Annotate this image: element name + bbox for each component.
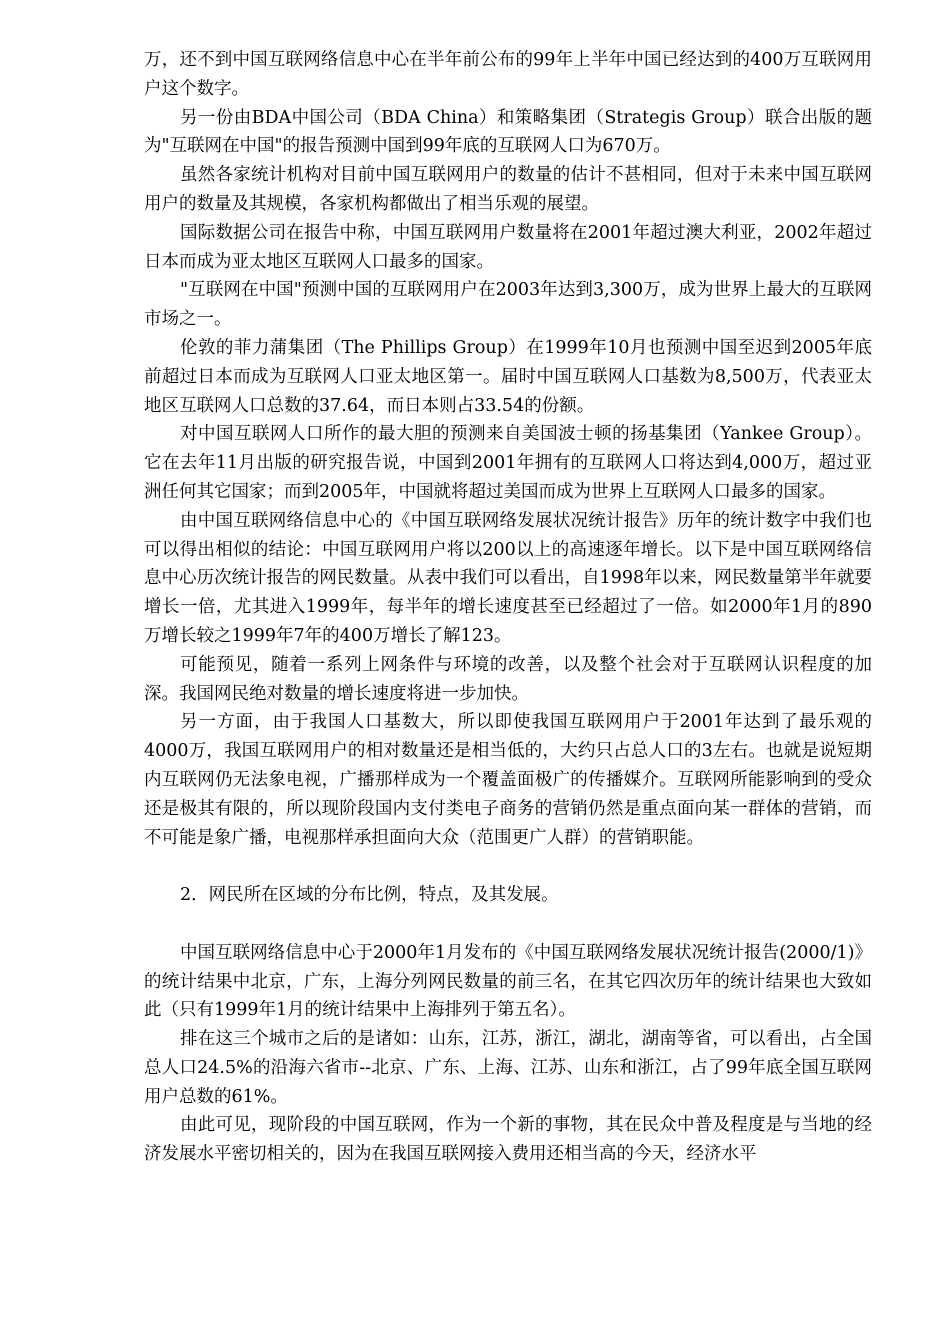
paragraph-yankee-group: 对中国互联网人口所作的最大胆的预测来自美国波士顿的扬基集团（Yankee Group）。它在去年11月出版的研究报告说，中国到2001年拥有的互联网人口将达到4,000万，超过亚洲任何其它国家；而到2005年，中国就将超过美国而成为世界上互联网人口最多的国家。 — [144, 424, 872, 502]
paragraph-population-base: 另一方面，由于我国人口基数大，所以即使我国互联网用户于2001年达到了最乐观的4000万，我国互联网用户的相对数量还是相当低的，大约只占总人口的3左右。也就是说短期内互联网仍无法象电视，广播那样成为一个覆盖面极广的传播媒介。互联网所能影响到的受众还是极其有限的，所以现阶段国内支付类电子商务的营销仍然是重点面向某一群体的营销，而不可能是象广播，电视那样承担面向大众（范围更广人群）的营销职能。 — [144, 712, 872, 848]
paragraph-cnnic-stats: 由中国互联网络信息中心的《中国互联网络发展状况统计报告》历年的统计数字中我们也可以得出相似的结论：中国互联网用户将以200以上的高速逐年增长。以下是中国互联网络信息中心历次统计报告的网民数量。从表中我们可以看出，自1998年以来，网民数量第半年就要增长一倍，尤其进入1999年，每半年的增长速度甚至已经超过了一倍。如2000年1月的890万增长较之1999年7年的400万增长了解123。 — [144, 510, 872, 646]
paragraph-spacer — [144, 852, 872, 881]
paragraph-outlook: 虽然各家统计机构对目前中国互联网用户的数量的估计不甚相同，但对于未来中国互联网用户的数量及其规模，各家机构都做出了相当乐观的展望。 — [144, 165, 872, 214]
paragraph-bda-report: 另一份由BDA中国公司（BDA China）和策略集团（Strategis Group）联合出版的题为"互联网在中国"的报告预测中国到99年底的互联网人口为670万。 — [144, 107, 872, 157]
paragraph-idc: 国际数据公司在报告中称，中国互联网用户数量将在2001年超过澳大利亚，2002年超过日本而成为亚太地区互联网人口最多的国家。 — [144, 222, 872, 272]
document-body — [144, 46, 872, 1169]
section-heading: 2．网民所在区域的分布比例，特点，及其发展。 — [180, 885, 559, 906]
paragraph-spacer — [144, 910, 872, 939]
paragraph-prediction: 可能预见，随着一系列上网条件与环境的改善，以及整个社会对于互联网认识程度的加深。我国网民绝对数量的增长速度将进一步加快。 — [144, 654, 872, 704]
paragraph-continuation: 万，还不到中国互联网络信息中心在半年前公布的99年上半年中国已经达到的400万互联网用户这个数字。 — [144, 50, 872, 99]
paragraph-regional-ranking: 中国互联网络信息中心于2000年1月发布的《中国互联网络发展状况统计报告(2000/1)》的统计结果中北京，广东，上海分列网民数量的前三名，在其它四次历年的统计结果也大致如此（只有1999年1月的统计结果中上海排列于第五名）。 — [144, 942, 872, 1021]
paragraph-phillips-group: 伦敦的菲力蒲集团（The Phillips Group）在1999年10月也预测中国至迟到2005年底前超过日本而成为互联网人口亚太地区第一。届时中国互联网人口基数为8,500万，代表亚太地区互联网人口总数的37.64，而日本则占33.54的份额。 — [144, 337, 872, 416]
paragraph-economic-level: 由此可见，现阶段的中国互联网，作为一个新的事物，其在民众中普及程度是与当地的经济发展水平密切相关的，因为在我国互联网接入费用还相当高的今天，经济水平 — [144, 1115, 872, 1165]
paragraph-internet-in-china: "互联网在中国"预测中国的互联网用户在2003年达到3,300万，成为世界上最大的互联网市场之一。 — [144, 280, 872, 330]
paragraph-coastal-provinces: 排在这三个城市之后的是诸如：山东，江苏，浙江，湖北，湖南等省，可以看出，占全国总人口24.5%的沿海六省市--北京、广东、上海、江苏、山东和浙江，占了99年底全国互联网用户总数的61%。 — [144, 1029, 872, 1107]
